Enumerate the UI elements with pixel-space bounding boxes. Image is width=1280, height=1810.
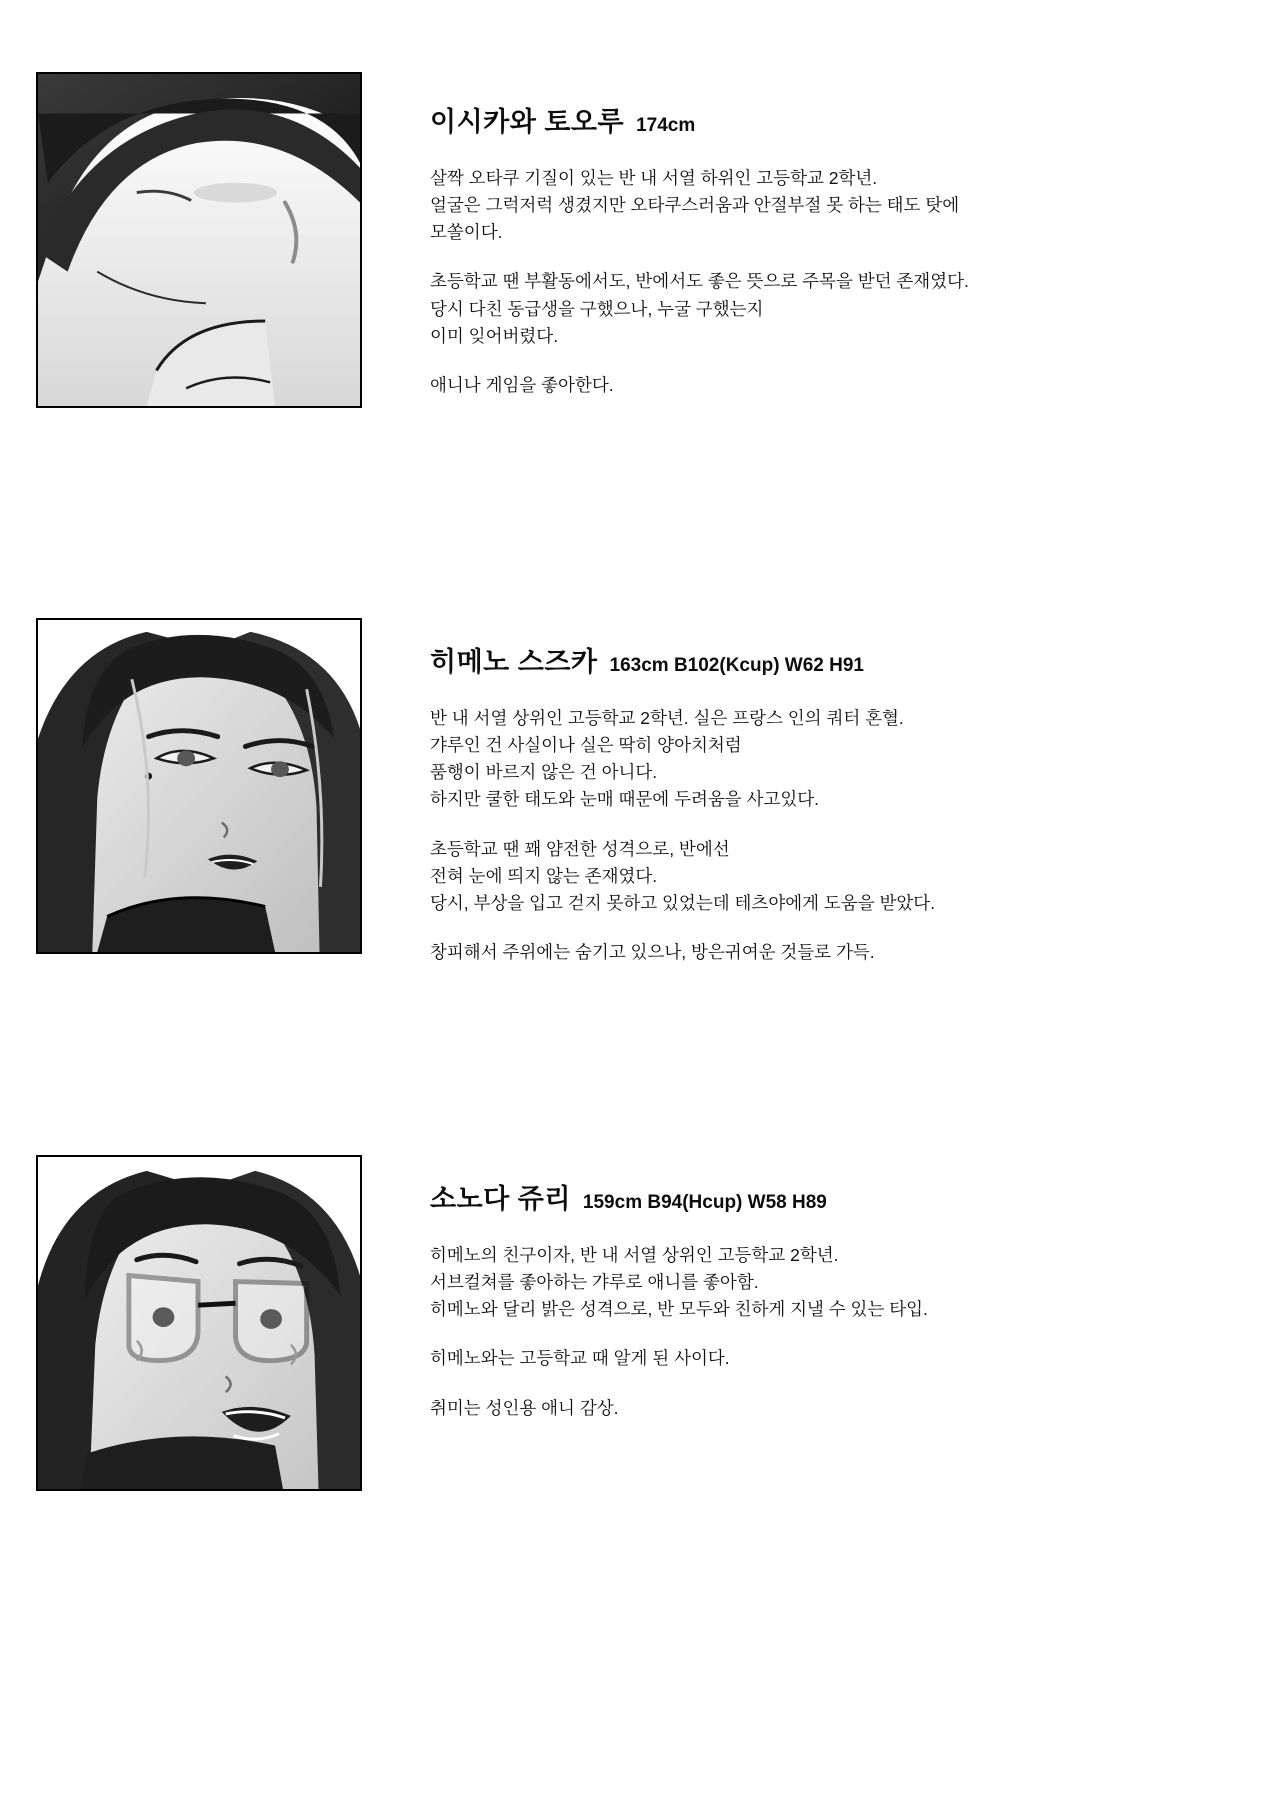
character-info-2 (430, 618, 1070, 988)
character-name: 히메노 스즈카 (430, 647, 598, 677)
description-line: 당시 다친 동급생을 구했으나, 누굴 구했는지 (430, 298, 764, 319)
character-profile-3 (36, 1155, 1070, 1491)
description-line: 취미는 성인용 애니 감상. (430, 1397, 619, 1418)
description-line: 애니나 게임을 좋아한다. (430, 374, 614, 395)
character-profile-1 (36, 72, 1070, 421)
description-line: 반 내 서열 상위인 고등학교 2학년. 실은 프랑스 인의 쿼터 혼혈. (430, 708, 904, 728)
character-name: 이시카와 토오루 (430, 107, 625, 137)
character-stats: 174cm (636, 115, 696, 136)
character-description-block (430, 1345, 1070, 1372)
description-line: 얼굴은 그럭저럭 생겼지만 오타쿠스러움과 안절부절 못 하는 태도 탓에 (430, 195, 960, 216)
description-line: 하지만 쿨한 태도와 눈매 때문에 두려움을 사고있다. (430, 789, 820, 810)
character-name-line-2 (430, 640, 1070, 679)
character-name-line-1 (430, 100, 1070, 139)
description-line: 초등학교 땐 부활동에서도, 반에서도 좋은 뜻으로 주목을 받던 존재였다. (430, 271, 969, 292)
description-line: 히메노의 친구이자, 반 내 서열 상위인 고등학교 2학년. (430, 1245, 839, 1265)
description-line: 창피해서 주위에는 숨기고 있으나, 방은귀여운 것들로 가득. (430, 941, 875, 962)
character-portrait-2 (36, 618, 362, 954)
character-stats: 159cm B94(Hcup) W58 H89 (582, 1192, 827, 1213)
description-line: 전혀 눈에 띄지 않는 존재였다. (430, 865, 658, 886)
description-line: 당시, 부상을 입고 걷지 못하고 있었는데 테츠야에게 도움을 받았다. (430, 892, 936, 913)
description-line: 품행이 바르지 않은 건 아니다. (430, 762, 658, 783)
character-name-line-3 (430, 1177, 1070, 1216)
character-description-block (430, 939, 1070, 966)
character-description-block (430, 165, 1070, 246)
description-line: 서브컬쳐를 좋아하는 갸루로 애니를 좋아함. (430, 1272, 759, 1293)
character-profile-2 (36, 618, 1070, 988)
character-info-1 (430, 72, 1070, 421)
description-line: 히메노와 달리 밝은 성격으로, 반 모두와 친하게 지낼 수 있는 타입. (430, 1299, 928, 1320)
character-info-3 (430, 1155, 1070, 1444)
description-line: 갸루인 건 사실이나 실은 딱히 양아치처럼 (430, 735, 742, 756)
character-portrait-1 (36, 72, 362, 408)
character-stats: 163cm B102(Kcup) W62 H91 (609, 655, 864, 676)
character-description-block (430, 372, 1070, 399)
description-line: 모쏠이다. (430, 222, 503, 243)
character-description-block (430, 268, 1070, 349)
character-description-block (430, 836, 1070, 917)
description-line: 히메노와는 고등학교 때 알게 된 사이다. (430, 1348, 730, 1369)
character-description-block (430, 1242, 1070, 1323)
character-description-block (430, 705, 1070, 814)
description-line: 이미 잊어버렸다. (430, 325, 559, 346)
description-line: 살짝 오타쿠 기질이 있는 반 내 서열 하위인 고등학교 2학년. (430, 168, 878, 188)
description-line: 초등학교 땐 꽤 얌전한 성격으로, 반에선 (430, 838, 730, 859)
character-description-block (430, 1395, 1070, 1422)
character-portrait-3 (36, 1155, 362, 1491)
character-name: 소노다 쥬리 (430, 1184, 571, 1214)
